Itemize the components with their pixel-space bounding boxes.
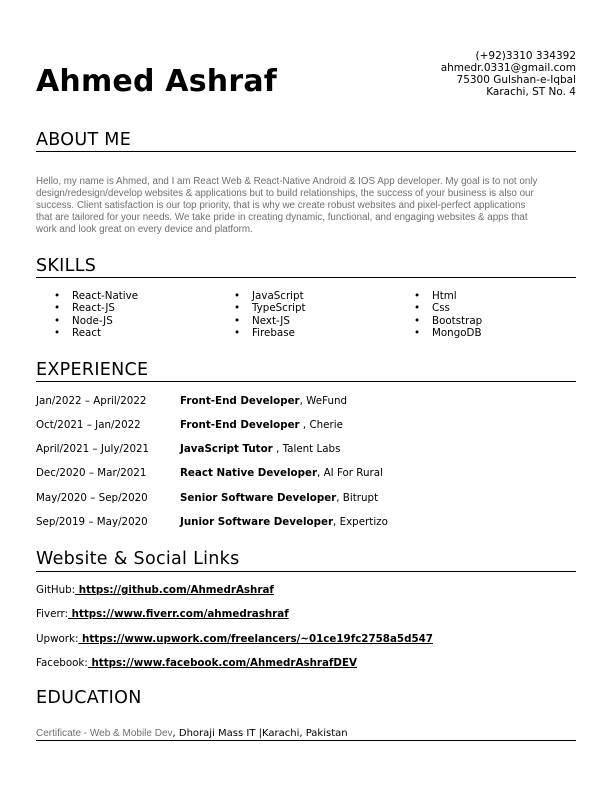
skills-divider: [36, 277, 576, 278]
experience-role: [180, 516, 388, 528]
job-title: JavaScript Tutor: [180, 443, 273, 455]
github-link[interactable]: https://github.com/AhmedrAshraf: [75, 584, 274, 596]
facebook-link[interactable]: https://www.facebook.com/AhmedrAshrafDEV: [87, 657, 357, 669]
address-line-1: 75300 Gulshan-e-Iqbal: [456, 74, 576, 86]
experience-date: Dec/2020 – Mar/2021: [36, 467, 147, 479]
skill-item: • Node-JS: [54, 315, 138, 327]
job-title: Junior Software Developer: [180, 516, 334, 528]
experience-role: [180, 443, 340, 455]
about-text: Hello, my name is Ahmed, and I am React Web & React-Native Android & IOS App developer. My goal is to not only design/redesign/develop websites & applications but to build relationships, the success of your business is also our success. Client satisfaction is our top priority, that is why we create robust websites and pixel-perfect applications that are tailored for your needs. We take pride in creating dynamic, functional, and engaging websites & apps that work and look great on every device and platform.: [36, 176, 538, 235]
skills-heading: SKILLS: [36, 256, 97, 276]
address-line-2: Karachi, ST No. 4: [486, 86, 576, 98]
certificate-name: Certificate - Web & Mobile Dev: [36, 728, 173, 739]
skill-item: • MongoDB: [414, 327, 482, 339]
experience-role: [180, 467, 383, 479]
company-name: , Cherie: [299, 419, 343, 431]
company-name: , AI For Rural: [317, 467, 383, 479]
skill-item: • Html: [414, 290, 482, 302]
skills-column-3: [414, 290, 482, 340]
links-heading: Website & Social Links: [36, 549, 240, 569]
skills-column-1: [54, 290, 138, 340]
fiverr-link[interactable]: https://www.fiverr.com/ahmedrashraf: [68, 608, 289, 620]
resume-name: Ahmed Ashraf: [36, 64, 278, 99]
company-name: , WeFund: [299, 395, 348, 407]
company-name: , Expertizo: [333, 516, 388, 528]
experience-date: Jan/2022 – April/2022: [36, 395, 147, 407]
skill-item: • Bootstrap: [414, 315, 482, 327]
link-label: Upwork:: [36, 633, 79, 645]
link-label: Facebook:: [36, 657, 88, 669]
company-name: , Bitrupt: [336, 492, 379, 504]
phone-number: (+92)3310 334392: [475, 50, 576, 62]
education-divider: [36, 740, 576, 741]
experience-heading: EXPERIENCE: [36, 360, 149, 380]
experience-date: Oct/2021 – Jan/2022: [36, 419, 141, 431]
about-heading: ABOUT ME: [36, 130, 132, 150]
github-link-row: [36, 584, 274, 596]
email-address: ahmedr.0331@gmail.com: [440, 62, 576, 74]
skill-item: • TypeScript: [234, 302, 306, 314]
experience-date: May/2020 – Sep/2020: [36, 492, 148, 504]
facebook-link-row: [36, 657, 357, 669]
company-name: , Talent Labs: [272, 443, 341, 455]
upwork-link[interactable]: https://www.upwork.com/freelancers/~01ce19fc2758a5d547: [78, 633, 433, 645]
experience-divider: [36, 381, 576, 382]
experience-role: [180, 395, 347, 407]
skills-column-2: [234, 290, 306, 340]
link-label: Fiverr:: [36, 608, 69, 620]
links-divider: [36, 571, 576, 572]
job-title: Senior Software Developer: [180, 492, 337, 504]
experience-role: [180, 492, 378, 504]
upwork-link-row: [36, 633, 433, 645]
education-entry: [36, 728, 348, 739]
institute-name: , Dhoraji Mass IT |Karachi, Pakistan: [172, 728, 348, 739]
job-title: Front-End Developer: [180, 395, 300, 407]
job-title: Front-End Developer: [180, 419, 300, 431]
skill-item: • Firebase: [234, 327, 306, 339]
skill-item: • Next-JS: [234, 315, 306, 327]
skill-item: • React: [54, 327, 138, 339]
education-heading: EDUCATION: [36, 688, 142, 708]
experience-role: [180, 419, 343, 431]
experience-date: April/2021 – July/2021: [36, 443, 150, 455]
about-divider: [36, 151, 576, 152]
skill-item: • Css: [414, 302, 482, 314]
job-title: React Native Developer: [180, 467, 318, 479]
experience-date: Sep/2019 – May/2020: [36, 516, 148, 528]
skill-item: • React-Native: [54, 290, 138, 302]
fiverr-link-row: [36, 608, 289, 620]
contact-block: [441, 50, 576, 98]
skill-item: • JavaScript: [234, 290, 306, 302]
link-label: GitHub:: [36, 584, 76, 596]
skill-item: • React-JS: [54, 302, 138, 314]
